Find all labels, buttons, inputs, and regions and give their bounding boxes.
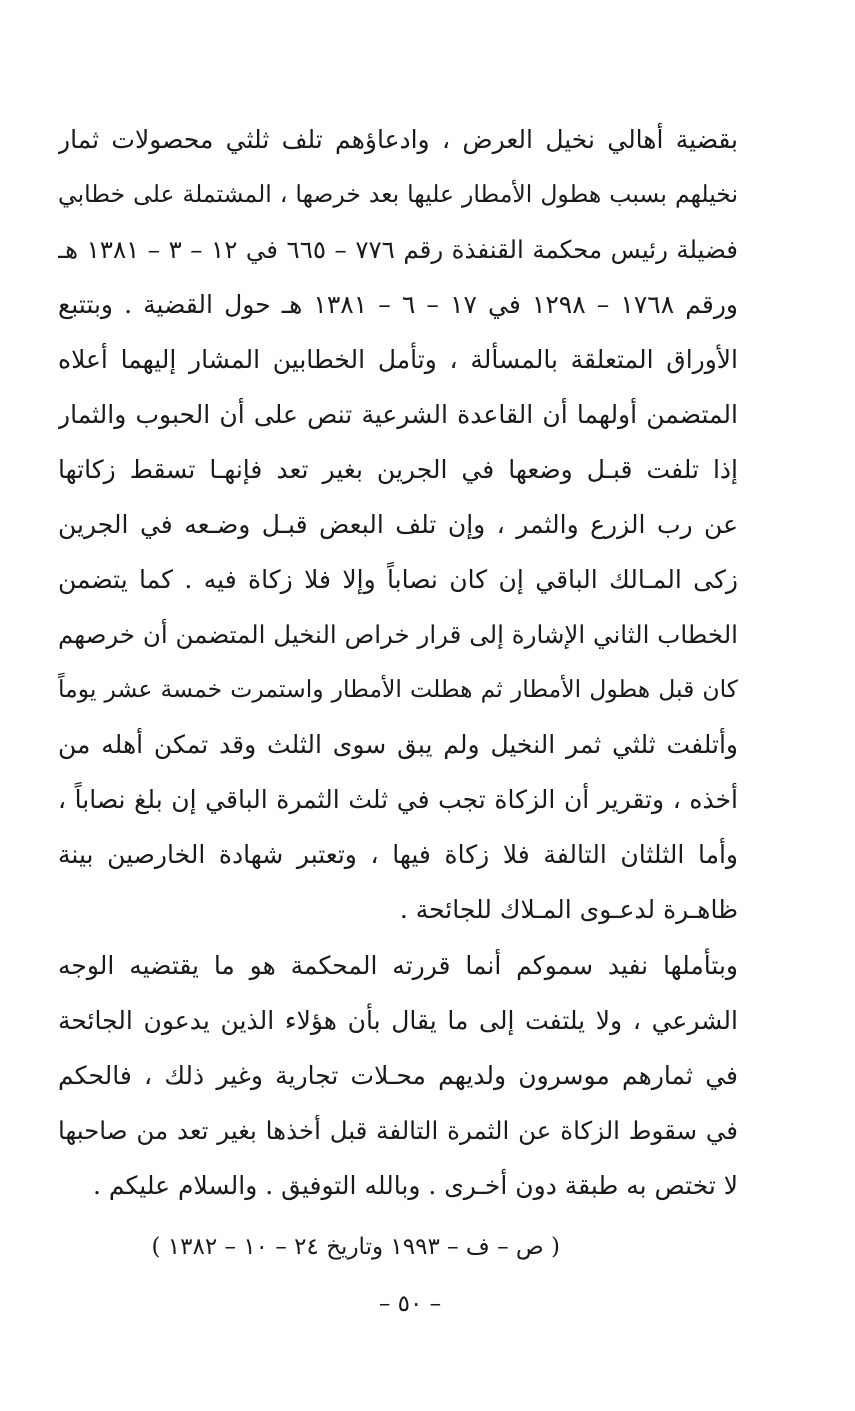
text-line: الأوراق المتعلقة بالمسألة ، وتأمل الخطابين المشار إليهما أعلاه xyxy=(58,345,738,374)
text-line: وأتلفت ثلثي ثمر النخيل ولم يبق سوى الثلث وقد تمكن أهله من xyxy=(58,730,738,759)
text-line: وأما الثلثان التالفة فلا زكاة فيها ، وتعتبر شهادة الخارصين بينة xyxy=(58,840,738,869)
text-line: فضيلة رئيس محكمة القنفذة رقم ٧٧٦ – ٦٦٥ في ١٢ – ٣ – ١٣٨١ هـ xyxy=(58,235,738,264)
reference-citation: ( ص – ف – ١٩٩٣ وتاريخ ٢٤ – ١٠ – ١٣٨٢ ) xyxy=(151,1234,560,1260)
text-line: زكى المـالك الباقي إن كان نصاباً وإلا فلا زكاة فيه . كما يتضمن xyxy=(58,565,738,594)
text-line: بقضية أهالي نخيل العرض ، وادعاؤهم تلف ثلثي محصولات ثمار xyxy=(58,125,738,154)
text-line: ورقم ١٧٦٨ – ١٢٩٨ في ١٧ – ٦ – ١٣٨١ هـ حول القضية . وبتتبع xyxy=(58,290,738,319)
text-line: في ثمارهم موسرون ولديهم محـلات تجارية وغير ذلك ، فالحكم xyxy=(58,1061,738,1090)
text-line: لا تختص به طبقة دون أخـرى . وبالله التوفيق . والسلام عليكم . xyxy=(92,1171,738,1200)
text-line: نخيلهم بسبب هطول الأمطار عليها بعد خرصها ، المشتملة على خطابي xyxy=(58,180,738,208)
text-line: في سقوط الزكاة عن الثمرة التالفة قبل أخذها بغير تعد من صاحبها xyxy=(58,1116,738,1145)
text-line: ظاهـرة لدعـوى المـلاك للجائحة . xyxy=(399,895,738,924)
text-line: أخذه ، وتقرير أن الزكاة تجب في ثلث الثمرة الباقي إن بلغ نصاباً ، xyxy=(58,785,738,814)
text-line: الخطاب الثاني الإشارة إلى قرار خراص النخيل المتضمن أن خرصهم xyxy=(58,620,738,649)
text-line: إذا تلفت قبـل وضعها في الجرين بغير تعد فإنهـا تسقط زكاتها xyxy=(58,455,738,484)
paragraph-1 xyxy=(58,112,738,937)
page-number: – ٥٠ – xyxy=(378,1291,442,1317)
text-line: وبتأملها نفيد سموكم أنما قررته المحكمة هو ما يقتضيه الوجه xyxy=(58,951,738,980)
text-line: الشرعي ، ولا يلتفت إلى ما يقال بأن هؤلاء الذين يدعون الجائحة xyxy=(58,1006,738,1035)
text-line: كان قبل هطول الأمطار ثم هطلت الأمطار واستمرت خمسة عشر يوماً xyxy=(58,675,738,703)
text-line: المتضمن أولهما أن القاعدة الشرعية تنص على أن الحبوب والثمار xyxy=(58,400,738,429)
text-line: عن رب الزرع والثمر ، وإن تلف البعض قبـل وضـعه في الجرين xyxy=(58,510,738,539)
paragraph-2 xyxy=(58,938,738,1213)
